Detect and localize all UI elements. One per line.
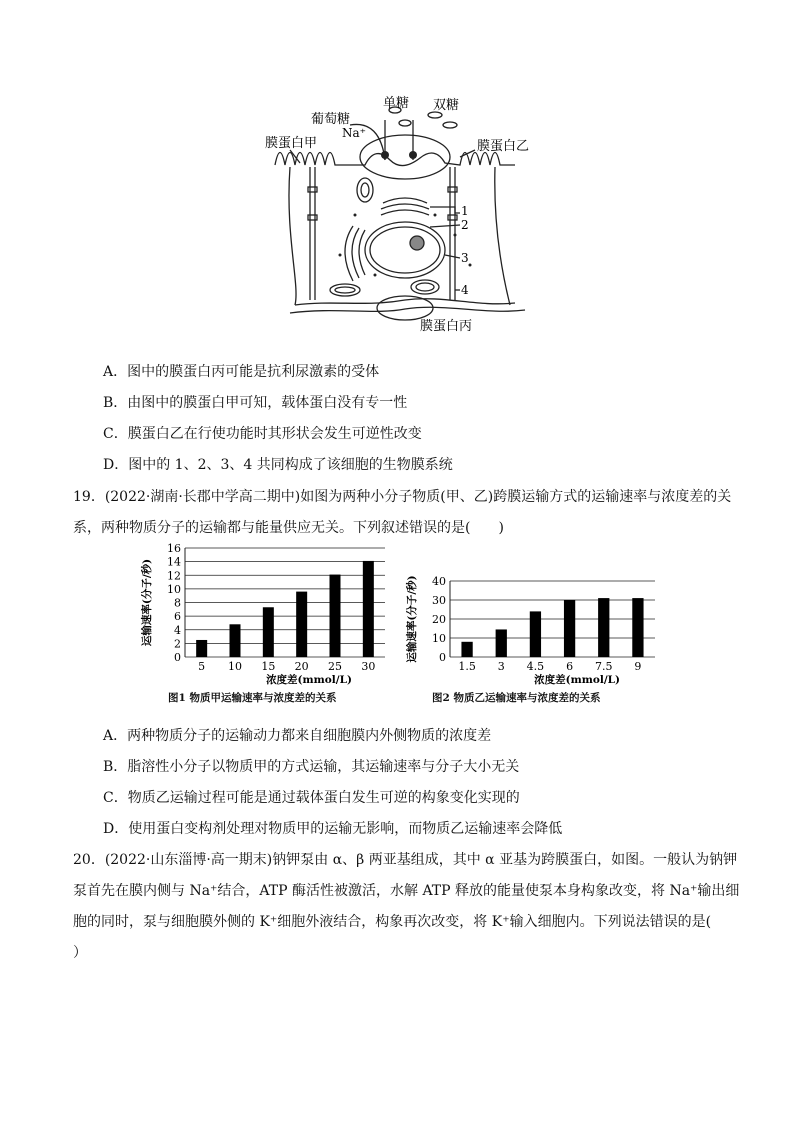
chart-2-ylabel: 运输速率(分子/秒) bbox=[406, 575, 418, 663]
chart-1 bbox=[140, 537, 390, 687]
chart-1-bar bbox=[263, 607, 274, 657]
chart-1-bar bbox=[296, 592, 307, 657]
label-protein-a: 膜蛋白甲 bbox=[265, 136, 318, 151]
label-3: 3 bbox=[461, 251, 469, 265]
chart-2 bbox=[405, 566, 665, 686]
q20-stem-line1: 20．(2022·山东淄博·高一期末)钠钾泵由 α、β 两亚基组成，其中 α 亚基为跨膜蛋白，如图。一般认为钠钾 bbox=[73, 852, 738, 868]
chart-2-xtick-label: 3 bbox=[497, 660, 505, 673]
chart-1-xtick-label: 30 bbox=[361, 660, 376, 673]
chart-1-xtick-label: 20 bbox=[294, 660, 309, 673]
chart-2-bar bbox=[496, 629, 507, 657]
chart-1-ytick-label: 10 bbox=[167, 582, 181, 596]
label-monosaccharide: 单糖 bbox=[383, 96, 410, 111]
chart-2-xtick-label: 4.5 bbox=[526, 660, 545, 673]
chart-1-ytick-label: 4 bbox=[174, 623, 181, 637]
chart-1-caption: 图1 物质甲运输速率与浓度差的关系 bbox=[168, 692, 337, 704]
label-4: 4 bbox=[461, 283, 469, 297]
chart-2-ytick-label: 20 bbox=[432, 613, 446, 626]
chart-1-xtick-label: 5 bbox=[198, 660, 206, 673]
chart-1-ytick-label: 12 bbox=[167, 569, 181, 583]
chart-2-bar bbox=[564, 600, 575, 657]
chart-2-svg bbox=[405, 566, 665, 686]
chart-1-ytick-label: 8 bbox=[174, 596, 181, 610]
chart-2-ytick-label: 10 bbox=[432, 632, 446, 645]
chart-1-bar bbox=[363, 561, 374, 657]
q18-option-b: B．由图中的膜蛋白甲可知，载体蛋白没有专一性 bbox=[103, 395, 408, 411]
label-disaccharide: 双糖 bbox=[433, 98, 460, 113]
q19-option-c: C．物质乙运输过程可能是通过载体蛋白发生可逆的构象变化实现的 bbox=[103, 790, 520, 806]
label-na: Na⁺ bbox=[342, 126, 366, 140]
chart-2-bar bbox=[530, 611, 541, 657]
chart-1-bar bbox=[330, 575, 341, 657]
label-2: 2 bbox=[461, 218, 469, 232]
chart-2-ytick-label: 30 bbox=[432, 594, 446, 607]
q18-option-c: C．膜蛋白乙在行使功能时其形状会发生可逆性改变 bbox=[103, 426, 422, 442]
q19-stem-line1: 19．(2022·湖南·长郡中学高二期中)如图为两种小分子物质(甲、乙)跨膜运输方式的运输速率与浓度差的关 bbox=[73, 489, 732, 505]
q20-stem-line2: 泵首先在膜内侧与 Na⁺结合，ATP 酶活性被激活，水解 ATP 释放的能量使泵本身构象改变，将 Na⁺输出细 bbox=[73, 883, 740, 899]
cell-diagram-drawing bbox=[255, 95, 555, 345]
cell-diagram bbox=[255, 95, 555, 345]
chart-1-ytick-label: 0 bbox=[174, 651, 181, 664]
q20-stem-line4: ） bbox=[73, 945, 87, 961]
chart-2-xtick-label: 7.5 bbox=[595, 660, 613, 673]
chart-2-ytick-label: 0 bbox=[439, 651, 446, 664]
chart-2-bar bbox=[598, 598, 609, 657]
chart-1-ytick-label: 16 bbox=[167, 542, 181, 555]
label-protein-b: 膜蛋白乙 bbox=[477, 139, 530, 154]
chart-2-xtick-label: 1.5 bbox=[458, 660, 476, 673]
chart-2-ytick-label: 40 bbox=[432, 575, 446, 588]
q19-option-b: B．脂溶性小分子以物质甲的方式运输，其运输速率与分子大小无关 bbox=[103, 759, 520, 775]
chart-2-xlabel: 浓度差(mmol/L) bbox=[534, 674, 621, 686]
chart-1-bar bbox=[230, 624, 241, 657]
q19-option-a: A．两种物质分子的运输动力都来自细胞膜内外侧物质的浓度差 bbox=[103, 728, 492, 744]
q18-option-a: A．图中的膜蛋白丙可能是抗利尿激素的受体 bbox=[103, 364, 380, 380]
chart-2-bar bbox=[632, 598, 643, 657]
chart-1-xlabel: 浓度差(mmol/L) bbox=[266, 674, 352, 686]
chart-1-bar bbox=[196, 640, 207, 657]
chart-2-xtick-label: 9 bbox=[634, 660, 642, 673]
label-1: 1 bbox=[461, 204, 469, 218]
q19-option-d: D．使用蛋白变构剂处理对物质甲的运输无影响，而物质乙运输速率会降低 bbox=[103, 821, 563, 837]
chart-1-ytick-label: 6 bbox=[174, 610, 181, 624]
label-protein-c: 膜蛋白丙 bbox=[420, 319, 473, 334]
q19-stem-line2: 系，两种物质分子的运输都与能量供应无关。下列叙述错误的是( ) bbox=[73, 520, 504, 536]
chart-1-xtick-label: 25 bbox=[328, 660, 342, 673]
chart-2-xtick-label: 6 bbox=[566, 660, 574, 673]
chart-1-ylabel: 运输速率(分子/秒) bbox=[141, 558, 153, 647]
q18-option-d: D．图中的 1、2、3、4 共同构成了该细胞的生物膜系统 bbox=[103, 457, 453, 473]
chart-1-ytick-label: 2 bbox=[174, 637, 181, 651]
chart-1-xtick-label: 10 bbox=[228, 660, 242, 673]
chart-1-ytick-label: 14 bbox=[167, 555, 181, 569]
chart-1-svg bbox=[140, 537, 390, 687]
q20-stem-line3: 胞的同时，泵与细胞膜外侧的 K⁺细胞外液结合，构象再次改变，将 K⁺输入细胞内。下列说法错误的是( bbox=[73, 914, 712, 930]
label-glucose: 葡萄糖 bbox=[311, 112, 351, 127]
chart-2-caption: 图2 物质乙运输速率与浓度差的关系 bbox=[432, 692, 601, 704]
chart-2-bar bbox=[461, 642, 472, 657]
chart-1-xtick-label: 15 bbox=[261, 660, 276, 673]
